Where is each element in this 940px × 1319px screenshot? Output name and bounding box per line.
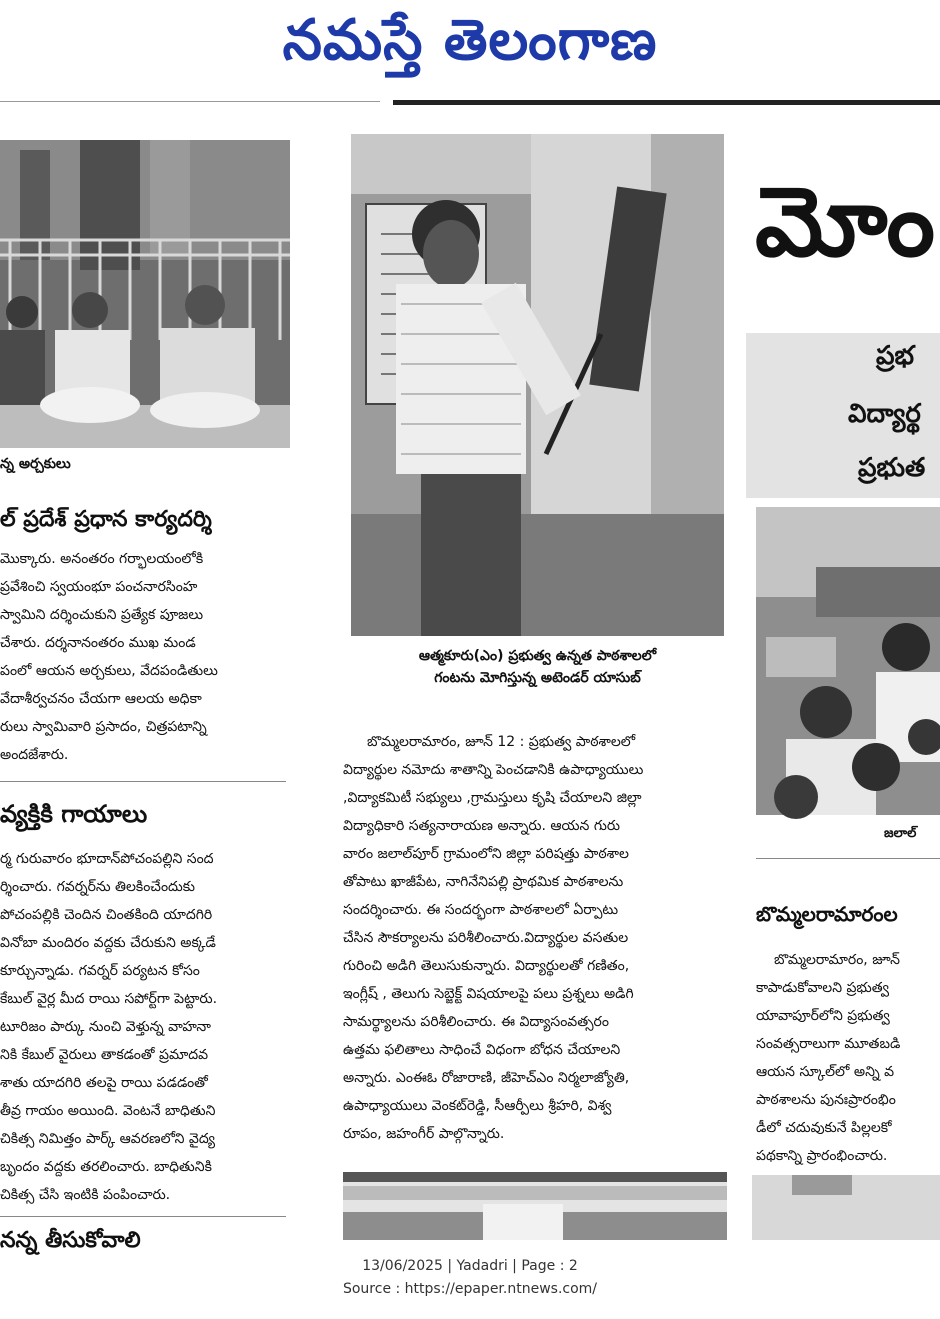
- text-line: అన్నారు. ఎంఈఓ రోజారాణి, జీహెచ్ఎం నిర్మలాజ్యోతి,: [343, 1070, 630, 1086]
- text-line: చికిత్స చేసి ఇంటికి పంపించారు.: [0, 1187, 171, 1203]
- text-line: విద్యార్థుల నమోదు శాతాన్ని పెంచడానికి ఉపాధ్యాయులు: [343, 762, 644, 778]
- footer-date-edition: 13/06/2025 | Yadadri | Page : 2: [362, 1258, 578, 1274]
- text-line: బొమ్మలరామారం, జూన్ 12 : ప్రభుత్వ పాఠశాలలో: [367, 734, 636, 750]
- text-line: రూపం, జహంగీర్ పాల్గొన్నారు.: [343, 1126, 505, 1142]
- right-big-headline: మోం: [755, 166, 935, 278]
- left-headline-2: వ్యక్తికి గాయాలు: [0, 800, 148, 828]
- school-building-photo: [343, 1172, 727, 1240]
- deck-line: విద్యార్థ: [848, 399, 921, 429]
- footer-source: Source : https://epaper.ntnews.com/: [342, 1281, 598, 1297]
- text-line: వేదాశీర్వచనం చేయగా ఆలయ అధికా: [0, 691, 202, 707]
- text-line: కేబుల్ వైర్ల మీద రాయి సపోర్ట్‌గా పెట్టారు.: [0, 991, 218, 1007]
- text-line: ర్శించారు. గవర్నర్‌ను తిలకించేందుకు: [0, 879, 195, 895]
- text-line: అందజేశారు.: [0, 747, 69, 763]
- text-line: ర్మ గురువారం భూదాన్‌పోచంపల్లిని సంద: [0, 851, 214, 867]
- right-story: [756, 946, 940, 1170]
- masthead-rule-left: [0, 101, 380, 102]
- text-line: బృందం వద్దకు తరలించారు. బాధితునికి: [0, 1159, 212, 1175]
- text-line: పంలో ఆయన అర్చకులు, వేదపండితులు: [0, 663, 218, 679]
- masthead-rule-right: [393, 100, 940, 105]
- text-line: బొమ్మలరామారం, జూన్: [774, 952, 900, 968]
- text-line: రులు స్వామివారి ప్రసాదం, చిత్రపటాన్ని: [0, 719, 207, 735]
- text-line: ఉత్తమ ఫలితాలు సాధించే విధంగా బోధన చేయాలని: [343, 1042, 621, 1058]
- text-line: సంవత్సరాలుగా మూతబడి: [756, 1036, 901, 1052]
- text-line: కూర్చున్నాడు. గవర్నర్ పర్యటన కోసం: [0, 963, 200, 979]
- text-line: ఉపాధ్యాయులు వెంకట్‌రెడ్డి, సీఆర్పీలు శ్రీహరి, విశ్వ: [343, 1098, 612, 1114]
- text-line: పథకాన్ని ప్రారంభించారు.: [756, 1148, 888, 1164]
- text-line: యావాపూర్‌లోని ప్రభుత్వ: [756, 1008, 890, 1024]
- text-line: తోపాటు ఖాజీపేట, నాగినేనిపల్లి ప్రాథమిక పాఠశాలను: [343, 874, 624, 890]
- text-line: తీవ్ర గాయం అయింది. వెంటనే బాధితుని: [0, 1103, 216, 1119]
- text-line: వారం జలాల్‌పూర్ గ్రామంలోని జిల్లా పరిషత్తు పాఠశాల: [343, 846, 629, 862]
- center-story: [343, 728, 728, 1148]
- column-divider: [756, 858, 940, 859]
- right-photo-caption: జలాల్‌: [884, 826, 917, 841]
- right-headline: బొమ్మలరామారంల: [756, 902, 898, 926]
- text-line: సందర్శించారు. ఈ సందర్భంగా పాఠశాలలో ఏర్పాటు: [343, 902, 619, 918]
- text-line: పోచంపల్లికి చెందిన చింతకింది యాదగిరి: [0, 907, 213, 923]
- deck-line: ప్రభుత: [858, 453, 926, 483]
- caption-line: ఆత్మకూరు(ఎం) ప్రభుత్వ ఉన్నత పాఠశాలలో: [418, 648, 657, 664]
- text-line: డీలో చదువుకునే పిల్లలకో: [756, 1120, 892, 1136]
- text-line: టూరిజం పార్కు నుంచి వెళ్తున్న వాహనా: [0, 1019, 211, 1035]
- text-line: చేసిన సౌకర్యాలను పరిశీలించారు.విద్యార్థుల వసతుల: [343, 930, 629, 946]
- column-divider: [0, 781, 286, 782]
- school-bell-photo: [351, 134, 724, 636]
- text-line: నికి కేబుల్ వైరులు తాకడంతో ప్రమాదవ: [0, 1047, 209, 1063]
- right-deck-box: [746, 333, 940, 498]
- text-line: చేశారు. దర్శనానంతరం ముఖ మండ: [0, 635, 196, 651]
- newspaper-logo: నమస్తే తెలంగాణ: [282, 8, 658, 73]
- students-group-photo: [756, 507, 940, 815]
- left-story-2: [0, 845, 292, 1209]
- deck-line: ప్రభ: [876, 341, 914, 371]
- text-line: ప్రవేశించి స్వయంభూ పంచనారసింహ: [0, 579, 198, 595]
- column-divider: [0, 1216, 286, 1217]
- left-headline-3: నన్న తీసుకోవాలి: [0, 1228, 141, 1253]
- text-line: స్వామిని దర్శించుకుని ప్రత్యేక పూజలు: [0, 607, 204, 623]
- masthead: [0, 0, 940, 100]
- text-line: సామర్థ్యాలను పరిశీలించారు. ఈ విద్యాసంవత్సరం: [343, 1014, 609, 1030]
- text-line: చికిత్స నిమిత్తం పార్క్ ఆవరణలోని వైద్య: [0, 1131, 216, 1147]
- text-line: పాఠశాలను పునఃప్రారంభిం: [756, 1092, 896, 1108]
- right-bottom-photo: [752, 1175, 940, 1240]
- text-line: శాతు యాదగిరి తలపై రాయి పడడంతో: [0, 1075, 208, 1091]
- text-line: ,విద్యాకమిటీ సభ్యులు ,గ్రామస్తులు కృషి చేయాలని జిల్లా: [343, 790, 642, 806]
- caption-line: గంటను మోగిస్తున్న అటెండర్ యాసుబ్: [434, 670, 641, 686]
- temple-priests-photo: [0, 140, 290, 448]
- text-line: విద్యాధికారి సత్యనారాయణ అన్నారు. ఆయన గురు: [343, 818, 620, 834]
- text-line: మొక్కారు. అనంతరం గర్భాలయంలోకి: [0, 551, 204, 567]
- left-photo-caption: న్న అర్చకులు: [0, 456, 71, 472]
- text-line: గురించి అడిగి తెలుసుకున్నారు. విద్యార్థులతో గణితం,: [343, 958, 630, 974]
- text-line: ఇంగ్లీష్ , తెలుగు సెబ్జెక్ట్ విషయాలపై పలు ప్రశ్నలు అడిగి: [343, 986, 634, 1002]
- text-line: ఆయన స్కూల్‌లో అన్ని వ: [756, 1064, 895, 1080]
- text-line: కాపాడుకోవాలని ప్రభుత్వ: [756, 980, 890, 996]
- left-headline-1: ల్ ప్రదేశ్ ప్రధాన కార్యదర్శి: [0, 507, 212, 532]
- left-story-1: [0, 545, 292, 769]
- center-photo-caption: [351, 645, 724, 689]
- text-line: వినోబా మందిరం వద్దకు చేరుకుని అక్కడే: [0, 935, 216, 951]
